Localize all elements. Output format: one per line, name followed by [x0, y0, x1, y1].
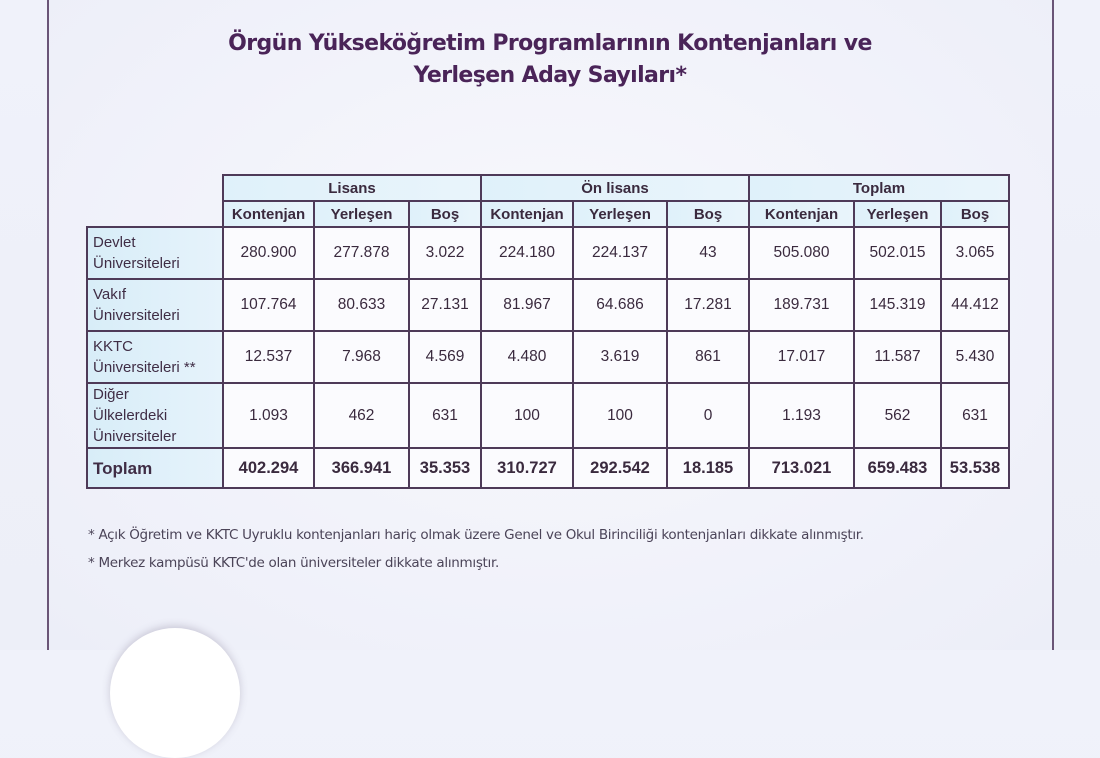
table-cell: 861	[667, 331, 749, 383]
total-label: Toplam	[87, 448, 223, 488]
row-label	[87, 227, 223, 279]
table-cell: 145.319	[854, 279, 941, 331]
table-cell: 44.412	[941, 279, 1009, 331]
table-cell: 17.017	[749, 331, 854, 383]
row-label	[87, 331, 223, 383]
group-header-toplam: Toplam	[749, 175, 1009, 201]
table-cell: 462	[314, 383, 409, 448]
page-title	[0, 28, 1100, 92]
row-label-line: Üniversiteler	[93, 428, 177, 445]
column-header: Yerleşen	[573, 201, 667, 227]
table-cell: 280.900	[223, 227, 314, 279]
table-cell: 100	[573, 383, 667, 448]
table-cell: 4.569	[409, 331, 481, 383]
group-header-row	[87, 175, 1009, 201]
column-header: Kontenjan	[749, 201, 854, 227]
table-cell: 80.633	[314, 279, 409, 331]
total-cell: 292.542	[573, 448, 667, 488]
row-label-line: Ülkelerdeki	[93, 407, 168, 424]
column-header: Boş	[667, 201, 749, 227]
decorative-circle	[110, 628, 240, 758]
table-cell: 5.430	[941, 331, 1009, 383]
table-cell: 7.968	[314, 331, 409, 383]
row-label-line: Üniversiteleri	[93, 307, 180, 324]
table-cell: 631	[409, 383, 481, 448]
footnote-2: * Merkez kampüsü KKTC'de olan üniversiteler dikkate alınmıştır.	[88, 555, 500, 571]
table-cell: 27.131	[409, 279, 481, 331]
footnote-1: * Açık Öğretim ve KKTC Uyruklu kontenjanları hariç olmak üzere Genel ve Okul Birinciliği kontenjanları dikkate alınmıştır.	[88, 527, 864, 543]
row-label-line: Vakıf	[93, 286, 127, 303]
table-cell: 43	[667, 227, 749, 279]
title-line-1: Örgün Yükseköğretim Programlarının Kontenjanları ve	[228, 31, 872, 56]
total-cell: 310.727	[481, 448, 573, 488]
table-cell: 17.281	[667, 279, 749, 331]
column-header: Kontenjan	[481, 201, 573, 227]
total-cell: 53.538	[941, 448, 1009, 488]
table-cell: 3.619	[573, 331, 667, 383]
quota-table	[86, 174, 1010, 489]
footnotes	[88, 527, 864, 583]
title-line-2: Yerleşen Aday Sayıları*	[413, 63, 687, 88]
table-cell: 12.537	[223, 331, 314, 383]
table-cell: 0	[667, 383, 749, 448]
row-label-line: KKTC	[93, 338, 134, 355]
group-header-lisans: Lisans	[223, 175, 481, 201]
table-cell: 562	[854, 383, 941, 448]
table-cell: 505.080	[749, 227, 854, 279]
total-cell: 659.483	[854, 448, 941, 488]
table-cell: 3.022	[409, 227, 481, 279]
table-row-kktc	[87, 331, 1009, 383]
row-label-line: Üniversiteleri	[93, 255, 180, 272]
table-cell: 502.015	[854, 227, 941, 279]
table-cell: 81.967	[481, 279, 573, 331]
total-cell: 35.353	[409, 448, 481, 488]
row-label-line: Diğer	[93, 386, 129, 403]
row-label-line: Devlet	[93, 234, 136, 251]
table-cell: 631	[941, 383, 1009, 448]
row-label	[87, 383, 223, 448]
table-cell: 3.065	[941, 227, 1009, 279]
table-cell: 4.480	[481, 331, 573, 383]
column-header: Boş	[409, 201, 481, 227]
table-cell: 1.093	[223, 383, 314, 448]
frame-border-right	[1052, 0, 1054, 650]
table-cell: 1.193	[749, 383, 854, 448]
total-cell: 402.294	[223, 448, 314, 488]
table-cell: 224.137	[573, 227, 667, 279]
table-cell: 189.731	[749, 279, 854, 331]
column-header: Kontenjan	[223, 201, 314, 227]
table-row-diger	[87, 383, 1009, 448]
frame-border-left	[47, 0, 49, 650]
table-cell: 224.180	[481, 227, 573, 279]
group-header-onlisans: Ön lisans	[481, 175, 749, 201]
table-cell: 100	[481, 383, 573, 448]
column-header: Boş	[941, 201, 1009, 227]
table-cell: 11.587	[854, 331, 941, 383]
table-cell: 277.878	[314, 227, 409, 279]
total-cell: 713.021	[749, 448, 854, 488]
table-row-total	[87, 448, 1009, 488]
table-row-devlet	[87, 227, 1009, 279]
column-header: Yerleşen	[854, 201, 941, 227]
table-cell: 107.764	[223, 279, 314, 331]
corner-cell	[87, 175, 223, 227]
table-row-vakif	[87, 279, 1009, 331]
table-cell: 64.686	[573, 279, 667, 331]
total-cell: 366.941	[314, 448, 409, 488]
row-label	[87, 279, 223, 331]
total-cell: 18.185	[667, 448, 749, 488]
row-label-line: Üniversiteleri **	[93, 359, 196, 376]
sub-header-row	[87, 201, 1009, 227]
column-header: Yerleşen	[314, 201, 409, 227]
